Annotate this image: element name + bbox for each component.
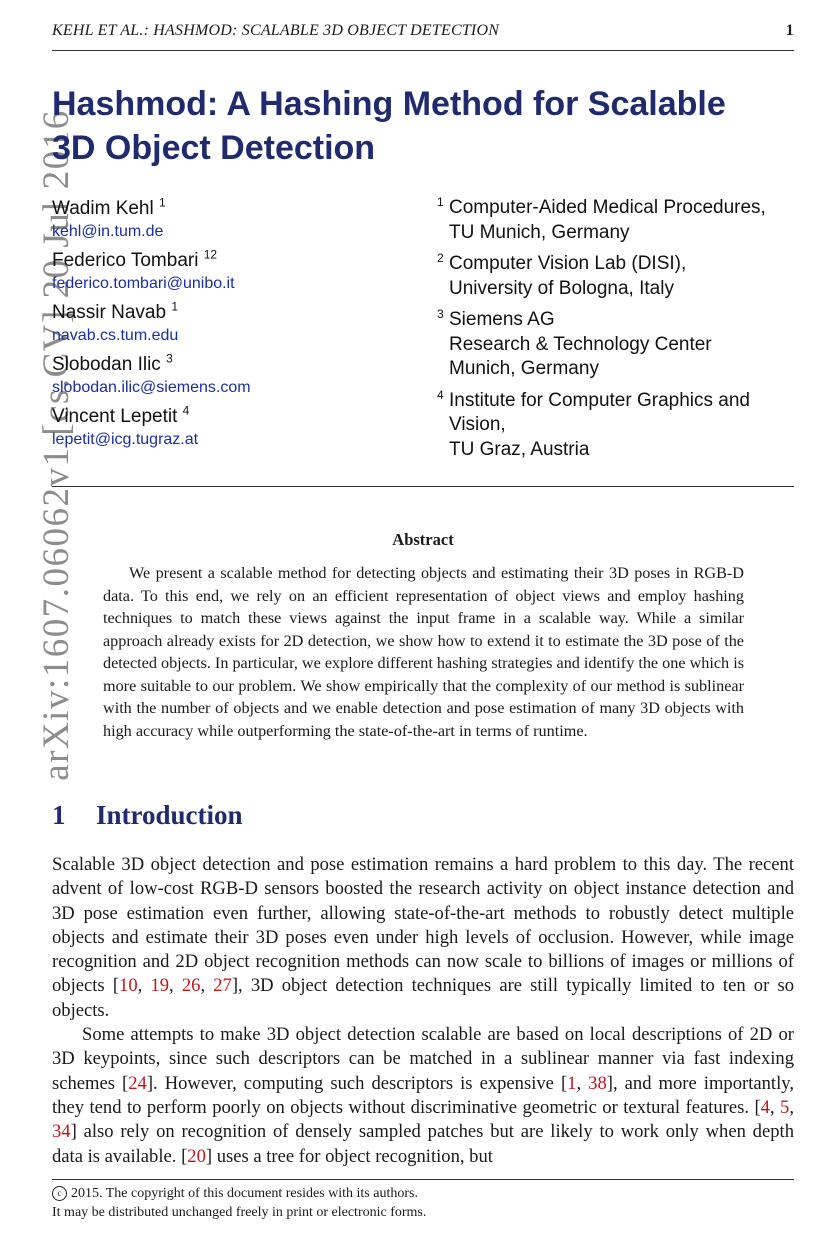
affiliation [437,308,797,382]
affiliation-line: Siemens AG [449,309,555,330]
author-affiliation-marker: 3 [166,351,173,366]
author [52,352,422,398]
affiliation-list [437,196,797,469]
arxiv-stamp: arXiv:1607.06062v1 [cs.CV] 20 Jul 2016 [36,109,77,781]
citation-link[interactable]: 27 [213,975,232,997]
section-number: 1 [52,800,66,830]
copyright-icon: c [52,1186,67,1201]
copyright-footer [52,1184,794,1222]
author-name: Wadim Kehl [52,198,154,219]
citation-link[interactable]: 38 [588,1072,607,1094]
citation-link[interactable]: 24 [128,1072,147,1094]
author-name: Federico Tombari [52,250,199,271]
citation-link[interactable]: 26 [181,975,201,997]
section-heading [52,800,243,831]
distribution-line: It may be distributed unchanged freely in print or electronic forms. [52,1205,427,1220]
author-email-link[interactable]: federico.tombari@unibo.it [52,275,235,292]
paragraph [52,853,794,1023]
author-affiliation-marker: 1 [171,299,179,314]
author-email-link[interactable]: kehl@in.tum.de [52,223,164,240]
citation-link[interactable]: 19 [150,975,170,997]
page-number: 1 [785,22,794,39]
header-rule [52,50,794,51]
affiliation [437,389,797,463]
affiliation-marker: 4 [437,387,444,402]
author-affiliation-marker: 4 [182,403,190,418]
running-head [52,22,794,42]
title-line-2: 3D Object Detection [52,129,376,167]
paragraph-text: Some attempts to make 3D object detection scalable are based on local descriptions of 2D or 3D keypoints, since such descriptors can be matched in a sublinear manner via fast indexing schemes [ [52,1024,794,1094]
running-head-text: KEHL ET AL.: HASHMOD: SCALABLE 3D OBJECT DETECTION [52,22,500,39]
citation-link[interactable]: 20 [187,1145,206,1167]
author-affiliation-marker: 1 [159,195,166,210]
paper-title [52,82,792,170]
affiliation-line: Research & Technology Center [449,333,712,355]
author-email-link[interactable]: navab.cs.tum.edu [52,327,179,344]
affiliation [437,196,797,245]
paragraph-text: ] uses a tree for object recognition, but [205,1145,493,1167]
section-title: Introduction [96,800,243,830]
affiliation-marker: 3 [437,307,444,321]
citation-link[interactable]: 4 [760,1096,770,1118]
citation-separator: , [769,1096,781,1118]
author-list [52,196,422,456]
paragraph-text: ]. However, computing such descriptors is expensive [ [146,1072,568,1094]
citation-link[interactable]: 5 [780,1096,790,1118]
affiliation-line: Vision, [449,414,506,435]
citation-link[interactable]: 1 [567,1072,577,1094]
affiliation-line: Institute for Computer Graphics and [449,389,750,411]
citation-link[interactable]: 10 [119,975,138,997]
title-block-rule [52,486,794,487]
affiliation-marker: 2 [437,251,444,265]
paragraph-text: ], and more importantly, they tend to perform poorly on objects without discriminative geometric or textural features. [ [52,1072,794,1118]
author-name: Slobodan Ilic [52,354,161,375]
citation-separator: , [169,975,182,997]
footer-rule [52,1179,794,1180]
affiliation-marker: 1 [437,195,444,209]
citation-separator: , [137,975,151,997]
abstract-heading: Abstract [392,530,454,549]
citation-link[interactable]: 34 [52,1121,71,1143]
citation-separator: , [576,1072,589,1094]
author [52,196,422,242]
affiliation-line: University of Bologna, Italy [449,277,674,299]
affiliation [437,252,797,301]
copyright-line: 2015. The copyright of this document resides with its authors. [71,1186,418,1201]
author [52,300,422,346]
author-name: Vincent Lepetit [52,406,178,427]
affiliation-line: TU Munich, Germany [449,221,630,243]
paragraph [52,1023,794,1169]
author-email-link[interactable]: slobodan.ilic@siemens.com [52,379,251,396]
paragraph-text: Scalable 3D object detection and pose estimation remains a hard problem to this day. The recent advent of low-cost RGB-D sensors boosted the research activity on object instance detection and 3D pose estimation even further, allowing state-of-the-art methods to robustly detect multiple objects and estimate their 3D poses even under high levels of occlusion. However, while image recognition and 2D object recognition methods can now scale to billions of images or millions of objects [ [52,854,794,997]
author-name: Nassir Navab [52,302,167,323]
citation-separator: , [200,975,214,997]
affiliation-line: TU Graz, Austria [449,438,590,460]
author [52,404,422,450]
affiliation-line: Computer-Aided Medical Procedures, [449,197,766,218]
paragraph-text: ], 3D object detection techniques are still typically limited to ten or so objects. [52,975,794,1021]
paragraph-text: ] also rely on recognition of densely sampled patches but are likely to work only when depth data is available. [ [52,1121,794,1167]
citation-separator: , [789,1096,794,1118]
title-line-1: Hashmod: A Hashing Method for Scalable [52,85,726,123]
author-email-link[interactable]: lepetit@icg.tugraz.at [52,431,199,448]
affiliation-line: Munich, Germany [449,358,599,379]
body-text [52,853,794,1169]
author [52,248,422,294]
abstract-text: We present a scalable method for detecting objects and estimating their 3D poses in RGB-D data. To this end, we rely on an efficient representation of object views and employ hashing techniques to match these views against the input frame in a scalable way. While a similar approach already exists for 2D detection, we show how to extend it to estimate the 3D pose of the detected objects. In particular, we explore different hashing strategies and identify the one which is more suitable to our problem. We show empirically that the complexity of our method is sublinear with the number of objects and we enable detection and pose estimation of many 3D objects with high accuracy while outperforming the state-of-the-art in terms of runtime. [103,564,744,740]
author-affiliation-marker: 12 [203,247,218,262]
affiliation-line: Computer Vision Lab (DISI), [449,253,687,274]
